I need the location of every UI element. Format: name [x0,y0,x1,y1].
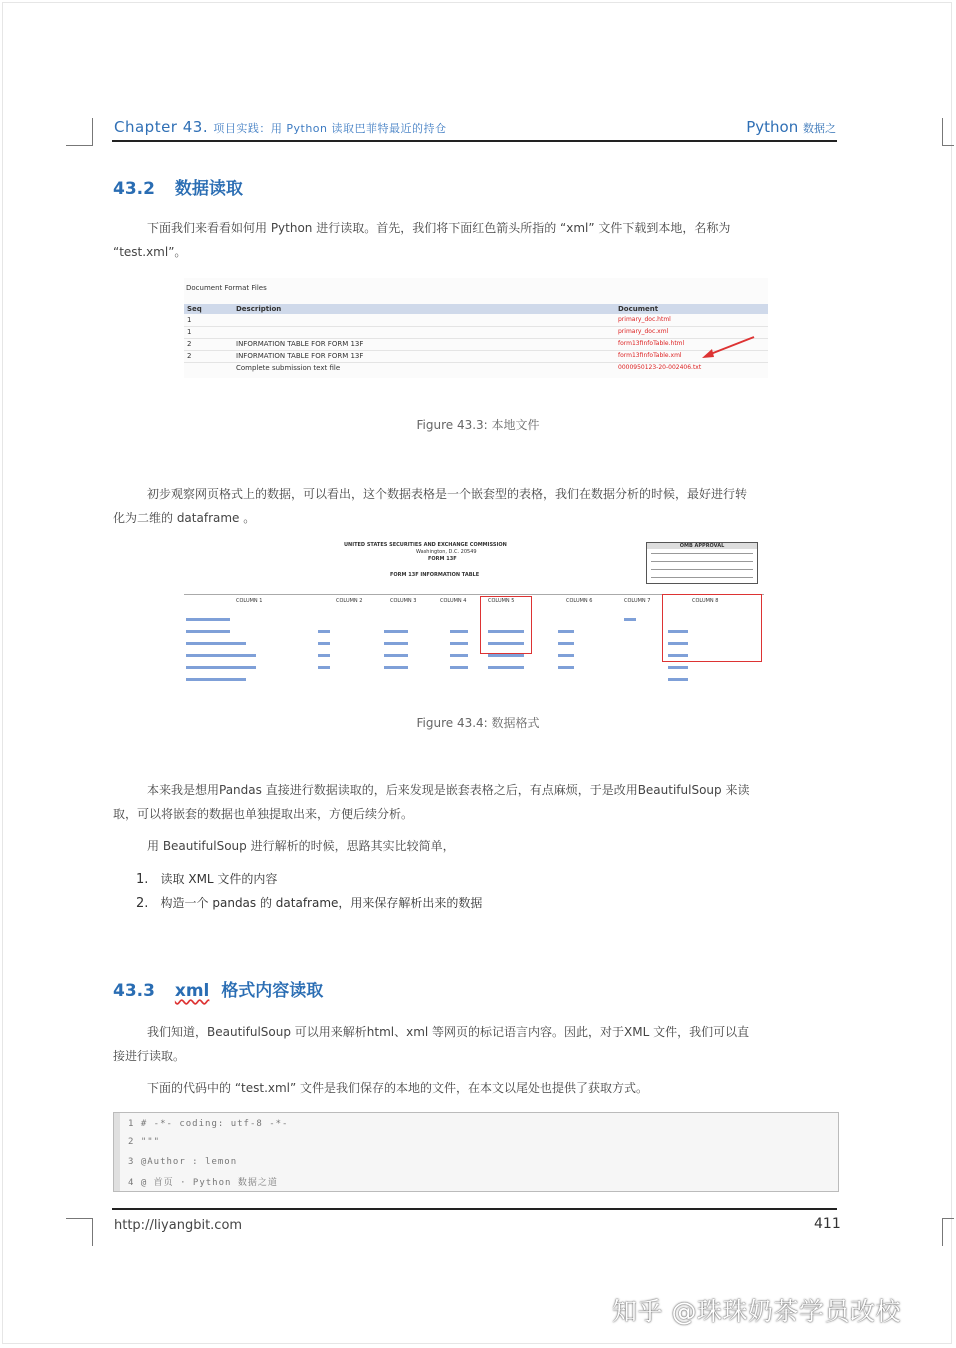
data-cell [558,642,574,645]
data-cell [318,630,330,633]
code-block [113,1112,839,1192]
observe-line-2: 化为二维的 dataframe 。 [113,511,256,525]
figure-caption-43-4: Figure 43.4: 数据格式 [416,716,540,730]
intro-line-2: “test.xml”。 [113,245,187,259]
pandas-line-3: 用 BeautifulSoup 进行解析的时候，思路其实比较简单， [147,839,455,853]
fig1-col-desc: Description [236,305,282,313]
fig1-row-seq: 1 [187,316,192,324]
pandas-line-1: 本来我是想用Pandas 直接进行数据读取的，后来发现是嵌套表格之后，有点麻烦，于是改用BeautifulSoup 来读 [147,783,750,797]
watermark: 知乎 @珠珠奶茶学员改校 [612,1297,901,1326]
intro-line-1: 下面我们来看看如何用 Python 进行读取。首先，我们将下面红色箭头所指的 “xml” 文件下载到本地，名称为 [147,221,731,235]
header-rule [112,140,837,142]
fig2-omb-title: OMB APPROVAL [647,543,757,549]
code-line: 3 @Author : lemon [128,1157,238,1167]
chapter-title: 项目实践：用 Python 读取巴菲特最近的持仓 [213,122,447,135]
list-text: 读取 XML 文件的内容 [160,872,278,886]
fig1-row-link[interactable]: form13fInfoTable.xml [618,352,682,359]
fig2-city: Washington, D.C. 20549 [416,549,477,555]
book-subtitle: 数据之 [803,122,836,135]
data-cell [450,666,468,669]
data-cell [318,654,330,657]
code-line: 1 # -*- coding: utf-8 -*- [128,1119,289,1129]
fig2-table-title: FORM 13F INFORMATION TABLE [390,572,480,578]
fig2-highlight-box [662,594,762,662]
fig1-row-link[interactable]: primary_doc.html [618,316,671,323]
data-cell [384,630,408,633]
code-gutter [114,1113,120,1191]
fig2-highlight-box [480,596,532,654]
fig1-row-desc: INFORMATION TABLE FOR FORM 13F [236,340,364,348]
data-cell [558,666,574,669]
footer-url[interactable]: http://liyangbit.com [114,1218,243,1233]
chapter-prefix: Chapter 43. [114,118,209,136]
section-heading-43-2 [113,174,243,199]
fig1-row-seq: 1 [187,328,192,336]
data-cell [488,654,524,657]
crop-mark-br [942,1218,943,1246]
fig1-row-link[interactable]: 0000950123-20-002406.txt [618,364,702,371]
list-number: 1. [136,872,149,887]
list-item [136,870,277,887]
fig1-row [184,351,768,363]
crop-mark-bl [92,1218,93,1246]
fig2-col-header: COLUMN 2 [336,598,363,604]
running-header-right [746,118,836,136]
data-cell [558,630,574,633]
data-cell [488,666,524,669]
paragraph-xml [113,1020,838,1100]
data-cell [186,642,246,645]
figure-caption-43-3: Figure 43.3: 本地文件 [416,418,540,432]
data-cell [384,642,408,645]
figure-document-files [184,278,768,378]
data-cell [186,666,256,669]
xml-line-3: 下面的代码中的 “test.xml” 文件是我们保存的本地的文件，在本文以尾处也提供了获取方式。 [147,1081,649,1095]
crop-mark-bl-h [66,1218,93,1219]
data-cell [668,666,688,669]
fig1-row-link[interactable]: primary_doc.xml [618,328,669,335]
fig2-col-header: COLUMN 7 [624,598,651,604]
fig2-col-header: COLUMN 6 [566,598,593,604]
xml-line-2: 接进行读取。 [113,1049,186,1063]
data-cell [384,654,408,657]
section-title-word: xml [174,981,210,1001]
data-cell [624,618,636,621]
crop-mark-tr [942,118,943,146]
paragraph-observe [113,482,838,530]
data-cell [668,678,688,681]
fig1-row-desc: Complete submission text file [236,364,341,372]
section-title: 数据读取 [174,179,243,199]
crop-mark-tl-h [66,145,93,146]
pandas-line-2: 取，可以将嵌套的数据也单独提取出来，方便后续分析。 [113,807,414,821]
observe-line-1: 初步观察网页格式上的数据，可以看出，这个数据表格是一个嵌套型的表格，我们在数据分析的时候，最好进行转 [147,487,748,501]
data-cell [558,654,574,657]
section-title-rest: 格式内容读取 [221,981,324,1001]
crop-mark-br-h [942,1218,954,1219]
xml-line-1: 我们知道，BeautifulSoup 可以用来解析html、xml 等网页的标记语言内容。因此，对于XML 文件，我们可以直 [147,1025,750,1039]
fig1-heading: Document Format Files [186,284,267,292]
data-cell [318,666,330,669]
fig2-col-header: COLUMN 1 [236,598,263,604]
fig1-row-seq: 2 [187,340,192,348]
fig1-row [184,315,768,327]
fig1-row [184,363,768,374]
fig1-row [184,339,768,351]
code-line: 4 @ 首页 · Python 数据之道 [128,1178,278,1188]
data-cell [450,630,468,633]
fig2-col-header: COLUMN 3 [390,598,417,604]
red-arrow-icon [698,334,758,360]
fig2-col-header: COLUMN 5 [488,598,515,604]
book-title: Python [746,118,799,136]
section-number: 43.2 [113,179,155,199]
list-text: 构造一个 pandas 的 dataframe，用来保存解析出来的数据 [160,896,483,910]
page-number: 411 [814,1216,841,1232]
list-item [136,894,482,911]
fig1-row [184,327,768,339]
data-cell [186,630,230,633]
fig1-row-desc: INFORMATION TABLE FOR FORM 13F [236,352,364,360]
paragraph-intro [113,216,838,264]
paragraph-pandas [113,778,838,858]
data-cell [450,654,468,657]
crop-mark-tl [92,118,93,146]
section-number: 43.3 [113,981,155,1001]
fig1-col-doc: Document [618,305,659,313]
crop-mark-tr-h [942,145,954,146]
fig1-row-link[interactable]: form13fInfoTable.html [618,340,685,347]
data-cell [186,678,246,681]
code-line: 2 """ [128,1137,161,1147]
data-cell [186,618,230,621]
figure-data-format [184,540,764,695]
fig2-agency: UNITED STATES SECURITIES AND EXCHANGE COMMISSION [344,542,507,548]
section-heading-43-3 [113,976,323,1001]
fig1-col-seq: Seq [187,305,202,313]
data-cell [318,642,330,645]
fig2-form: FORM 13F [428,556,457,562]
running-header-left [114,118,447,136]
fig2-col-header: COLUMN 4 [440,598,467,604]
data-cell [450,642,468,645]
footer-rule [112,1208,837,1210]
list-number: 2. [136,896,149,911]
fig1-row-seq: 2 [187,352,192,360]
data-cell [186,654,256,657]
fig2-col-header: COLUMN 8 [692,598,719,604]
data-cell [384,666,408,669]
